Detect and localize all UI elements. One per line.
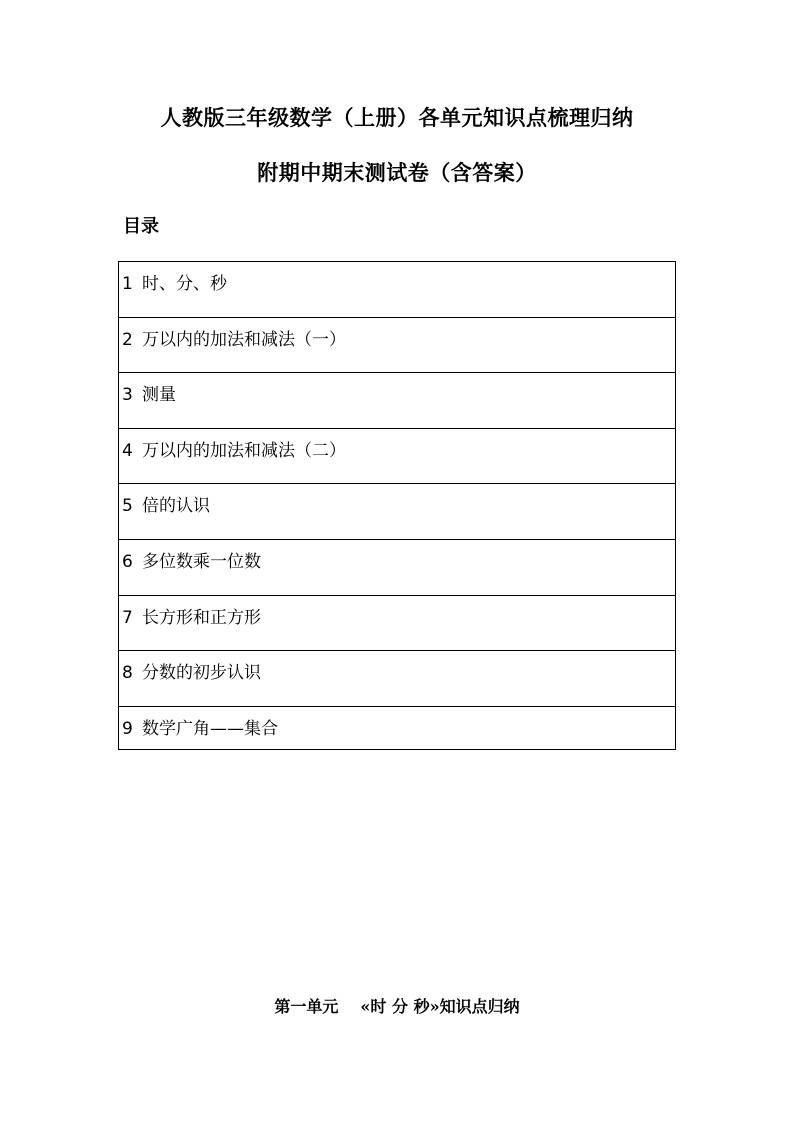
toc-row[interactable] xyxy=(119,596,675,652)
toc-heading: 目录 xyxy=(123,216,159,237)
toc-row-number: 6 xyxy=(122,551,133,572)
toc-row-number: 4 xyxy=(122,440,133,461)
toc-row-number: 5 xyxy=(122,496,133,517)
section-unit: 第一单元 xyxy=(274,997,339,1016)
toc-row-label: 分数的初步认识 xyxy=(142,663,261,684)
document-title: 人教版三年级数学（上册）各单元知识点梳理归纳 xyxy=(160,105,634,130)
section-topic: «时 分 秒»知识点归纳 xyxy=(360,997,520,1016)
document-subtitle: 附期中期末测试卷（含答案） xyxy=(257,160,537,185)
toc-table xyxy=(118,261,676,750)
toc-row[interactable] xyxy=(119,540,675,596)
toc-row-number: 1 xyxy=(122,274,133,294)
toc-row[interactable] xyxy=(119,707,675,749)
toc-row[interactable] xyxy=(119,651,675,707)
toc-row-label: 倍的认识 xyxy=(142,496,210,517)
toc-row-label: 多位数乘一位数 xyxy=(142,551,261,572)
toc-row-number: 8 xyxy=(122,663,133,684)
toc-row-number: 9 xyxy=(122,718,133,739)
toc-row[interactable] xyxy=(119,429,675,485)
section-heading xyxy=(0,995,794,1019)
toc-row-label: 长方形和正方形 xyxy=(142,607,261,628)
toc-row[interactable] xyxy=(119,262,675,318)
toc-row-label: 数学广角——集合 xyxy=(142,718,278,739)
toc-row-number: 7 xyxy=(122,607,133,628)
toc-row[interactable] xyxy=(119,318,675,374)
toc-row[interactable] xyxy=(119,484,675,540)
toc-row-label: 万以内的加法和减法（一） xyxy=(142,329,346,350)
toc-row-label: 万以内的加法和减法（二） xyxy=(142,440,346,461)
toc-row-number: 3 xyxy=(122,385,133,406)
toc-row-number: 2 xyxy=(122,329,133,350)
toc-row-label: 时、分、秒 xyxy=(142,274,227,294)
toc-row-label: 测量 xyxy=(142,385,176,406)
toc-row[interactable] xyxy=(119,373,675,429)
